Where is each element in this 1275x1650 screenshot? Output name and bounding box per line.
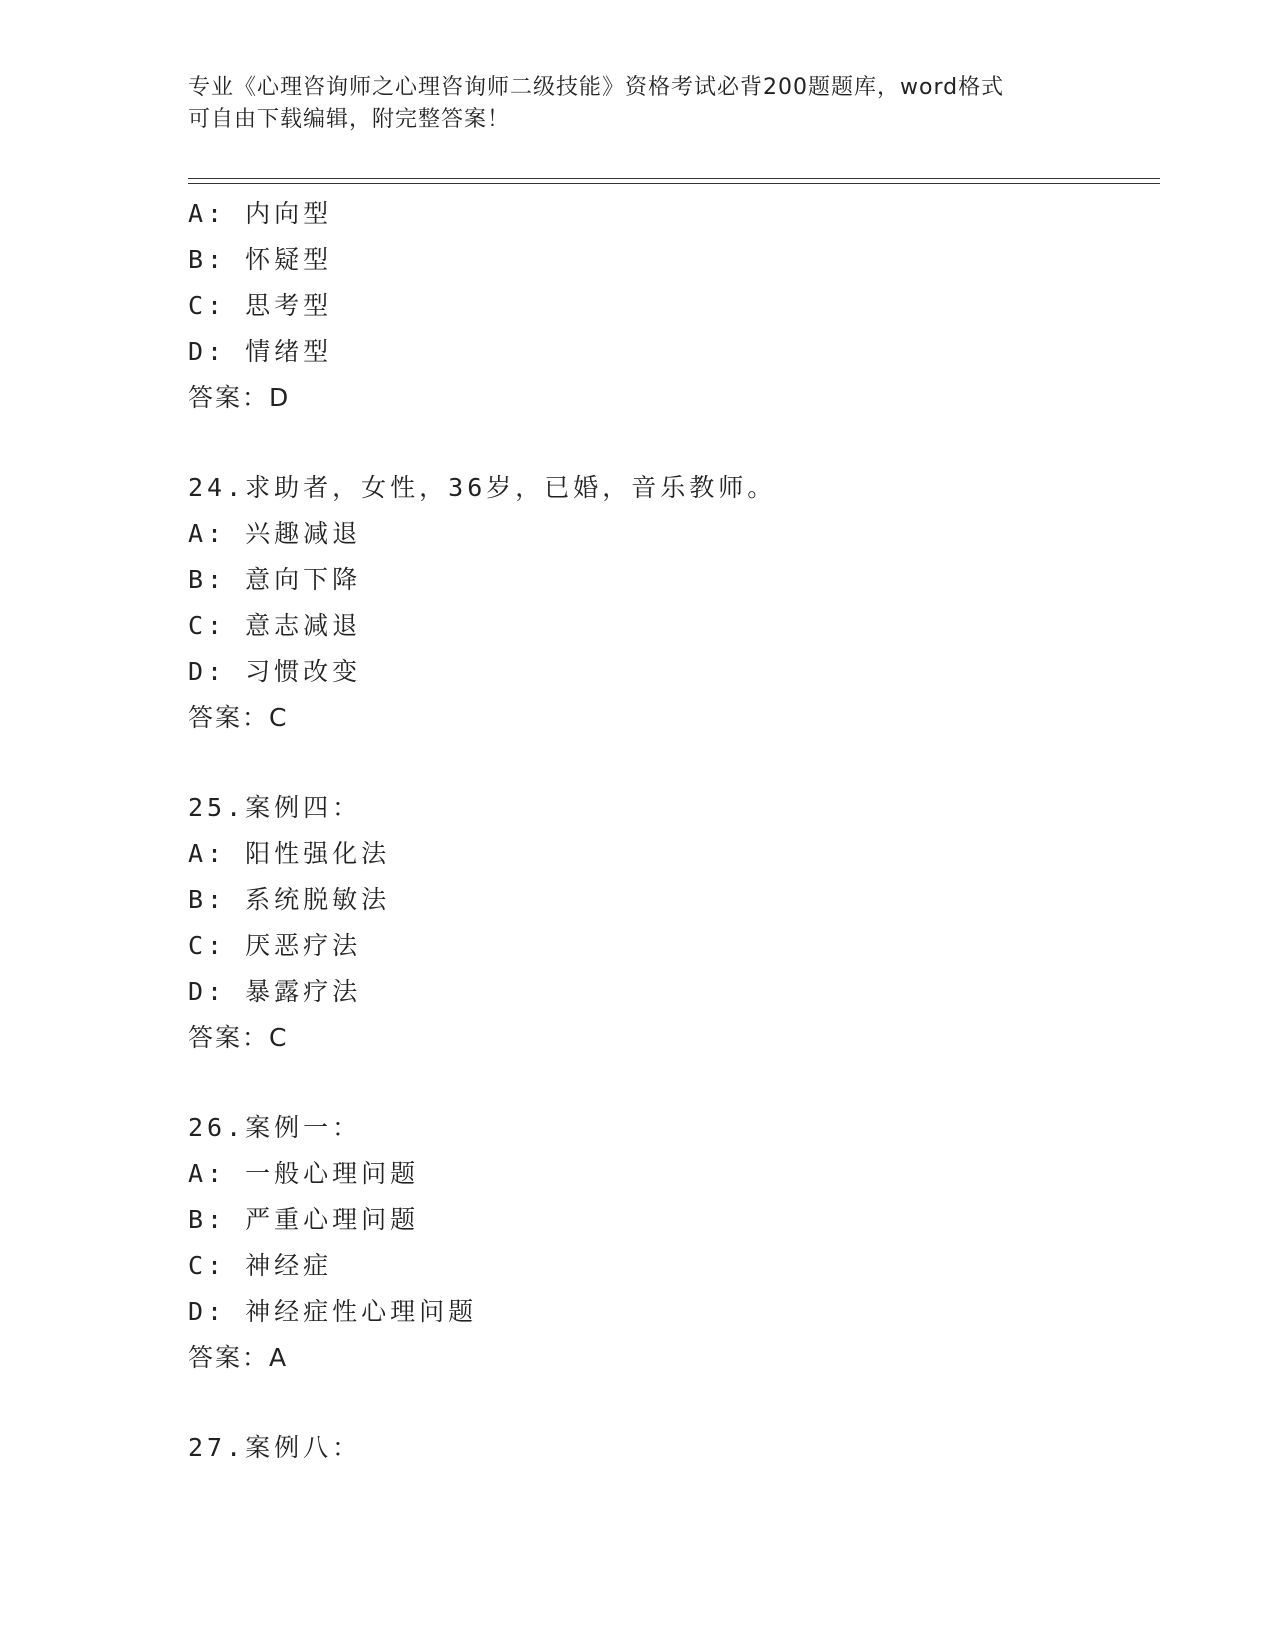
header-title-line-2: 可自由下载编辑，附完整答案！	[188, 107, 511, 132]
answer-line: 答案：C	[188, 1023, 289, 1052]
option-text: 思考型	[245, 291, 333, 320]
option-text: 阳性强化法	[245, 839, 391, 868]
option-label: B:	[188, 1205, 227, 1234]
option-b	[188, 1197, 1168, 1243]
question-text: 25.案例四：	[188, 793, 362, 822]
spacer	[188, 421, 1168, 465]
option-label: D:	[188, 977, 227, 1006]
answer-line: 答案：D	[188, 383, 291, 412]
answer-line: 答案：A	[188, 1343, 289, 1372]
option-label: C:	[188, 1251, 227, 1280]
option-d	[188, 649, 1168, 695]
option-text: 系统脱敏法	[245, 885, 391, 914]
option-a	[188, 1151, 1168, 1197]
option-b	[188, 237, 1168, 283]
header-divider-bottom	[188, 183, 1160, 184]
option-label: B:	[188, 565, 227, 594]
answer-line: 答案：C	[188, 703, 289, 732]
option-label: A:	[188, 519, 227, 548]
question-block	[188, 1105, 1168, 1381]
spacer	[188, 1061, 1168, 1105]
spacer	[188, 741, 1168, 785]
option-a	[188, 191, 1168, 237]
question-block	[188, 1425, 1168, 1471]
option-label: C:	[188, 931, 227, 960]
question-text: 24.求助者，女性，36岁，已婚，音乐教师。	[188, 473, 777, 502]
option-label: D:	[188, 657, 227, 686]
option-text: 意向下降	[245, 565, 362, 594]
option-text: 神经症	[245, 1251, 333, 1280]
option-label: A:	[188, 199, 227, 228]
option-text: 神经症性心理问题	[245, 1297, 478, 1326]
option-d	[188, 969, 1168, 1015]
question-block	[188, 785, 1168, 1061]
option-c	[188, 1243, 1168, 1289]
option-label: B:	[188, 245, 227, 274]
option-text: 厌恶疗法	[245, 931, 362, 960]
header-divider-top	[188, 178, 1160, 179]
option-label: B:	[188, 885, 227, 914]
option-label: C:	[188, 291, 227, 320]
option-c	[188, 283, 1168, 329]
option-label: C:	[188, 611, 227, 640]
question-text: 27.案例八：	[188, 1433, 362, 1462]
option-label: D:	[188, 337, 227, 366]
option-text: 内向型	[245, 199, 333, 228]
option-a	[188, 831, 1168, 877]
option-a	[188, 511, 1168, 557]
spacer	[188, 1381, 1168, 1425]
option-text: 情绪型	[245, 337, 333, 366]
option-text: 暴露疗法	[245, 977, 362, 1006]
option-label: A:	[188, 839, 227, 868]
option-c	[188, 603, 1168, 649]
header-title-line-1: 专业《心理咨询师之心理咨询师二级技能》资格考试必背200题题库，word格式	[188, 75, 1005, 100]
option-b	[188, 877, 1168, 923]
option-d	[188, 329, 1168, 375]
option-b	[188, 557, 1168, 603]
option-text: 习惯改变	[245, 657, 362, 686]
option-text: 严重心理问题	[245, 1205, 420, 1234]
option-d	[188, 1289, 1168, 1335]
question-block	[188, 465, 1168, 741]
option-text: 兴趣减退	[245, 519, 362, 548]
option-label: D:	[188, 1297, 227, 1326]
option-label: A:	[188, 1159, 227, 1188]
document-header	[188, 72, 1088, 136]
option-c	[188, 923, 1168, 969]
question-text: 26.案例一：	[188, 1113, 362, 1142]
option-text: 一般心理问题	[245, 1159, 420, 1188]
question-block	[188, 191, 1168, 421]
option-text: 怀疑型	[245, 245, 333, 274]
question-list	[188, 191, 1168, 1471]
option-text: 意志减退	[245, 611, 362, 640]
